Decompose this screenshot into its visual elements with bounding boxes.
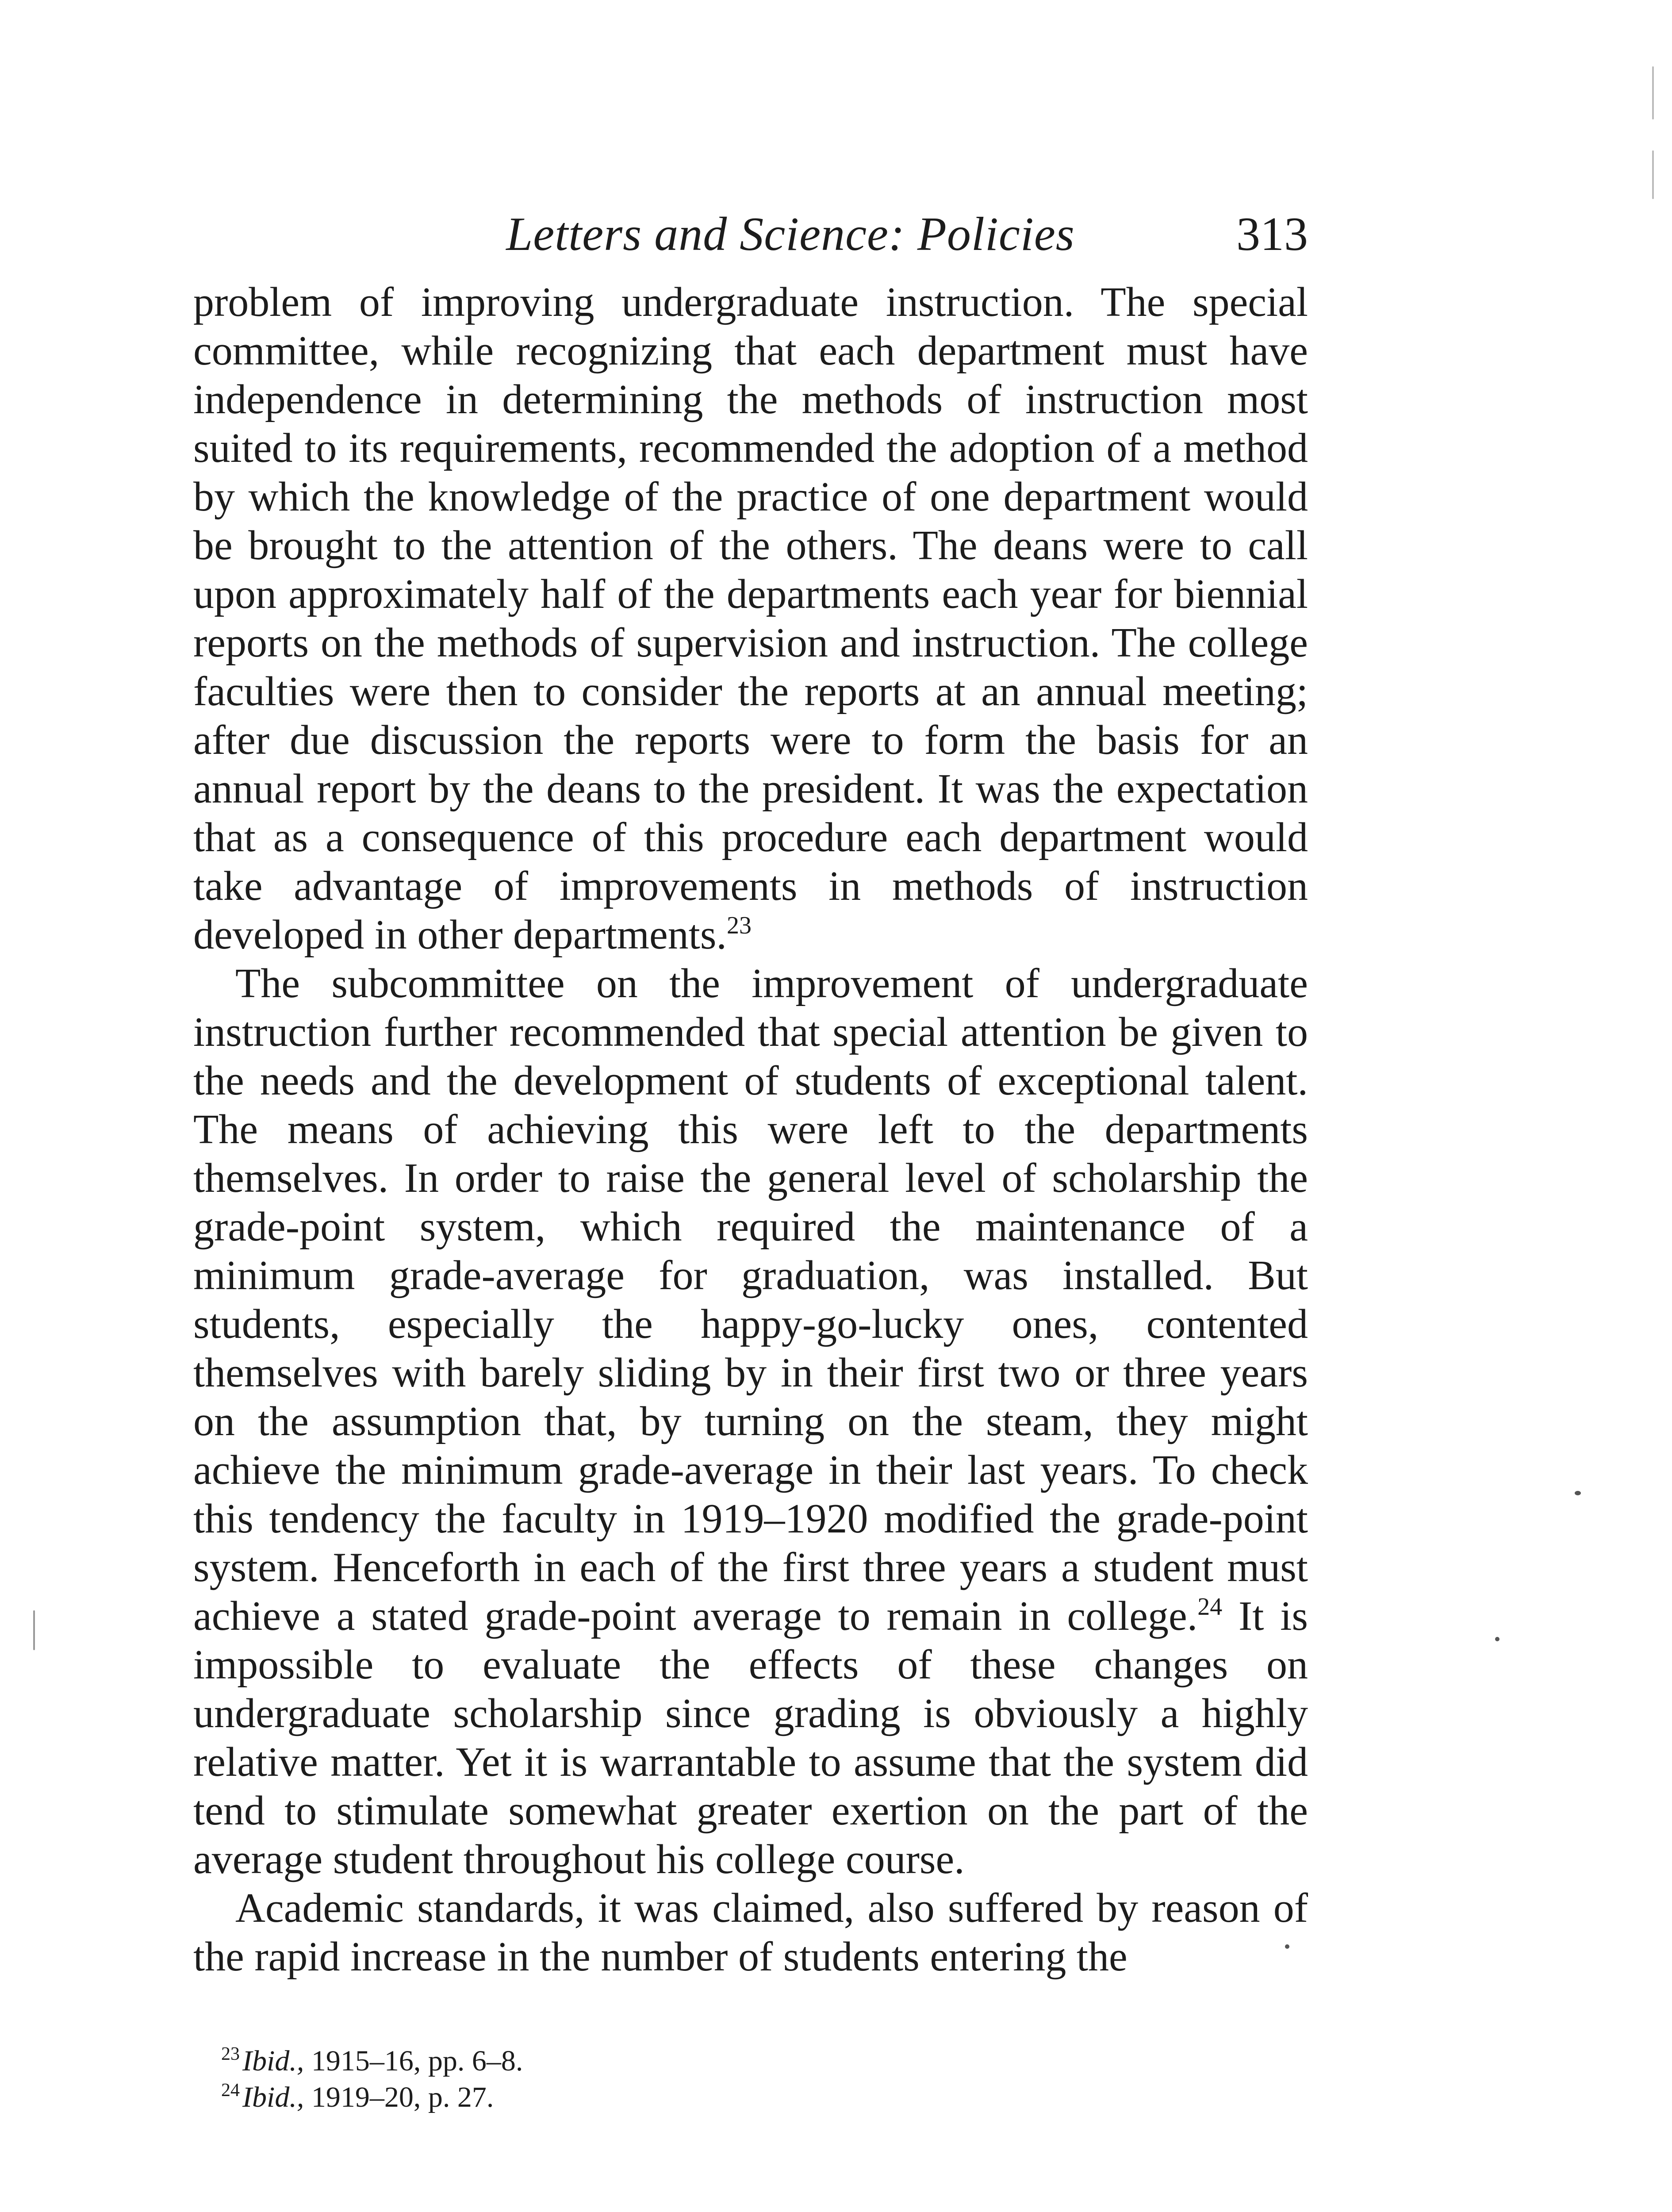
footnote-23 — [221, 2043, 1283, 2079]
body-text — [193, 278, 1308, 1981]
paragraph-2-text-continued: It is impossible to evaluate the effects of these changes on undergraduate scholarship since grading is obviously a highly relative matter. Yet it is warrantable to assume that the system did tend to stimulate somewhat greater exertion on the part of the average student throughout his college course. — [193, 1593, 1308, 1882]
scan-speck — [1652, 66, 1654, 119]
scan-speck — [1495, 1637, 1499, 1641]
footnote-24 — [221, 2079, 1283, 2116]
paragraph-1 — [193, 278, 1308, 959]
scan-speck — [1285, 1944, 1289, 1949]
paragraph-3 — [193, 1884, 1308, 1981]
paragraph-2-text: The subcommittee on the improvement of undergraduate instruction further recommended that special attention be given to the needs and the development of students of exceptional talent. The means of achieving this were left to the departments themselves. In order to raise the general level of scholarship the grade-point system, which required the maintenance of a minimum grade-average for graduation, was installed. But students, especially the happy-go-lucky ones, contented themselves with barely sliding by in their first two or three years on the assumption that, by turning on the steam, they might achieve the minimum grade-average in their last years. To check this tendency the faculty in 1919–1920 modified the grade-point system. Henceforth in each of the first three years a student must achieve a stated grade-point average to remain in college. — [193, 960, 1308, 1639]
footnote-text: 1919–20, p. 27. — [304, 2081, 494, 2113]
scan-speck — [1575, 1491, 1581, 1495]
scan-speck — [1652, 150, 1654, 199]
scan-speck — [33, 1610, 35, 1650]
footnote-ref-24: 24 — [1197, 1593, 1223, 1621]
page-number: 313 — [1236, 208, 1308, 261]
footnote-number: 24 — [221, 2080, 240, 2101]
footnotes — [221, 2043, 1283, 2116]
footnote-ibid: Ibid., — [242, 2081, 304, 2113]
paragraph-1-text: problem of improving undergraduate instruction. The special committee, while recognizing that each department must have independence in determining the methods of instruction most suited to its requirements, recommended the adoption of a method by which the knowledge of the practice of one department would be brought to the attention of the others. The deans were to call upon approximately half of the departments each year for biennial reports on the methods of supervision and instruction. The college faculties were then to consider the reports at an annual meeting; after due discussion the reports were to form the basis for an annual report by the deans to the president. It was the expectation that as a consequence of this procedure each department would take advantage of improvements in methods of instruction developed in other departments. — [193, 279, 1308, 958]
footnote-number: 23 — [221, 2044, 240, 2064]
paragraph-3-text: Academic standards, it was claimed, also suffered by reason of the rapid increase in the number of students entering the — [193, 1885, 1308, 1980]
paragraph-2 — [193, 959, 1308, 1884]
footnote-ibid: Ibid., — [242, 2045, 304, 2077]
footnote-text: 1915–16, pp. 6–8. — [304, 2045, 523, 2077]
footnote-ref-23: 23 — [726, 912, 752, 939]
running-head — [193, 201, 1308, 268]
running-title: Letters and Science: Policies — [506, 208, 1075, 261]
